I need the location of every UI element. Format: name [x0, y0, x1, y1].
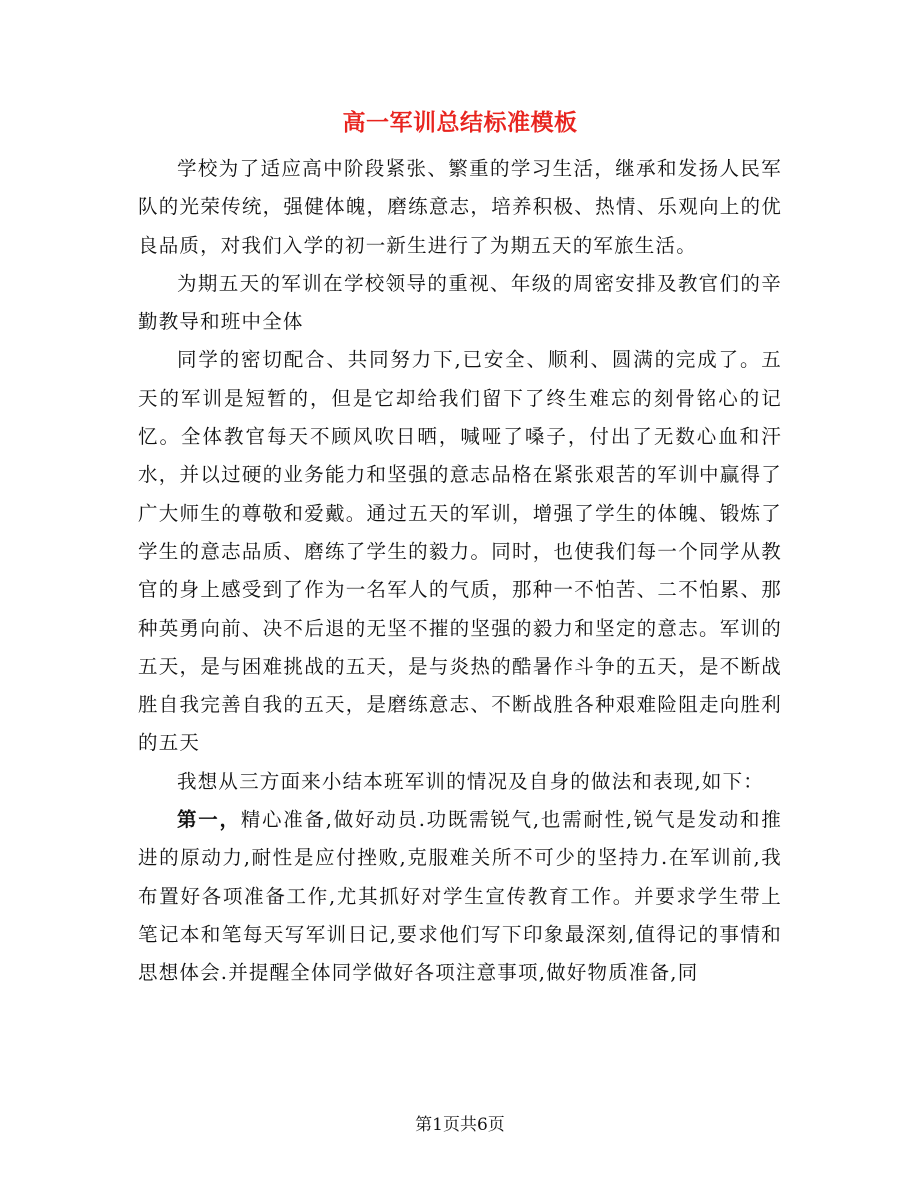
paragraph: [138, 763, 782, 801]
paragraph-lead: 第一，: [177, 808, 241, 832]
document-body: [138, 150, 782, 993]
paragraph-text: 学校为了适应高中阶段紧张、繁重的学习生活，继承和发扬人民军队的光荣传统，强健体魄，磨练意志，培养积极、热情、乐观向上的优良品质，对我们入学的初一新生进行了为期五天的军旅生活。: [138, 157, 782, 257]
paragraph-text: 精心准备,做好动员.功既需锐气,也需耐性,锐气是发动和推进的原动力,耐性是应付挫败,克服难关所不可少的坚持力.在军训前,我布置好各项准备工作,尤其抓好对学生宣传教育工作。并要求学生带上笔记本和笔每天写军训日记,要求他们写下印象最深刻,值得记的事情和思想体会.并提醒全体同学做好各项注意事项,做好物质准备,同: [138, 808, 782, 985]
page-footer: 第1页共6页: [415, 1115, 505, 1135]
paragraph: [138, 341, 782, 762]
paragraph-text: 为期五天的军训在学校领导的重视、年级的周密安排及教官们的辛勤教导和班中全体: [138, 271, 782, 334]
paragraph-text: 同学的密切配合、共同努力下,已安全、顺利、圆满的完成了。五天的军训是短暂的，但是它却给我们留下了终生难忘的刻骨铭心的记忆。全体教官每天不顾风吹日晒，喊哑了嗓子，付出了无数心血和汗水，并以过硬的业务能力和坚强的意志品格在紧张艰苦的军训中赢得了广大师生的尊敬和爱戴。通过五天的军训，增强了学生的体魄、锻炼了学生的意志品质、磨练了学生的毅力。同时，也使我们每一个同学从教官的身上感受到了作为一名军人的气质，那种一不怕苦、二不怕累、那种英勇向前、决不后退的无坚不摧的坚强的毅力和坚定的意志。军训的五天，是与困难挑战的五天，是与炎热的酷暑作斗争的五天，是不断战胜自我完善自我的五天，是磨练意志、不断战胜各种艰难险阻走向胜利的五天: [138, 348, 782, 755]
paragraph: [138, 150, 782, 265]
paragraph: [138, 265, 782, 342]
paragraph: [138, 801, 782, 992]
paragraph-text: 我想从三方面来小结本班军训的情况及自身的做法和表现,如下：: [177, 769, 764, 793]
document-title: 高一军训总结标准模板: [342, 109, 578, 136]
